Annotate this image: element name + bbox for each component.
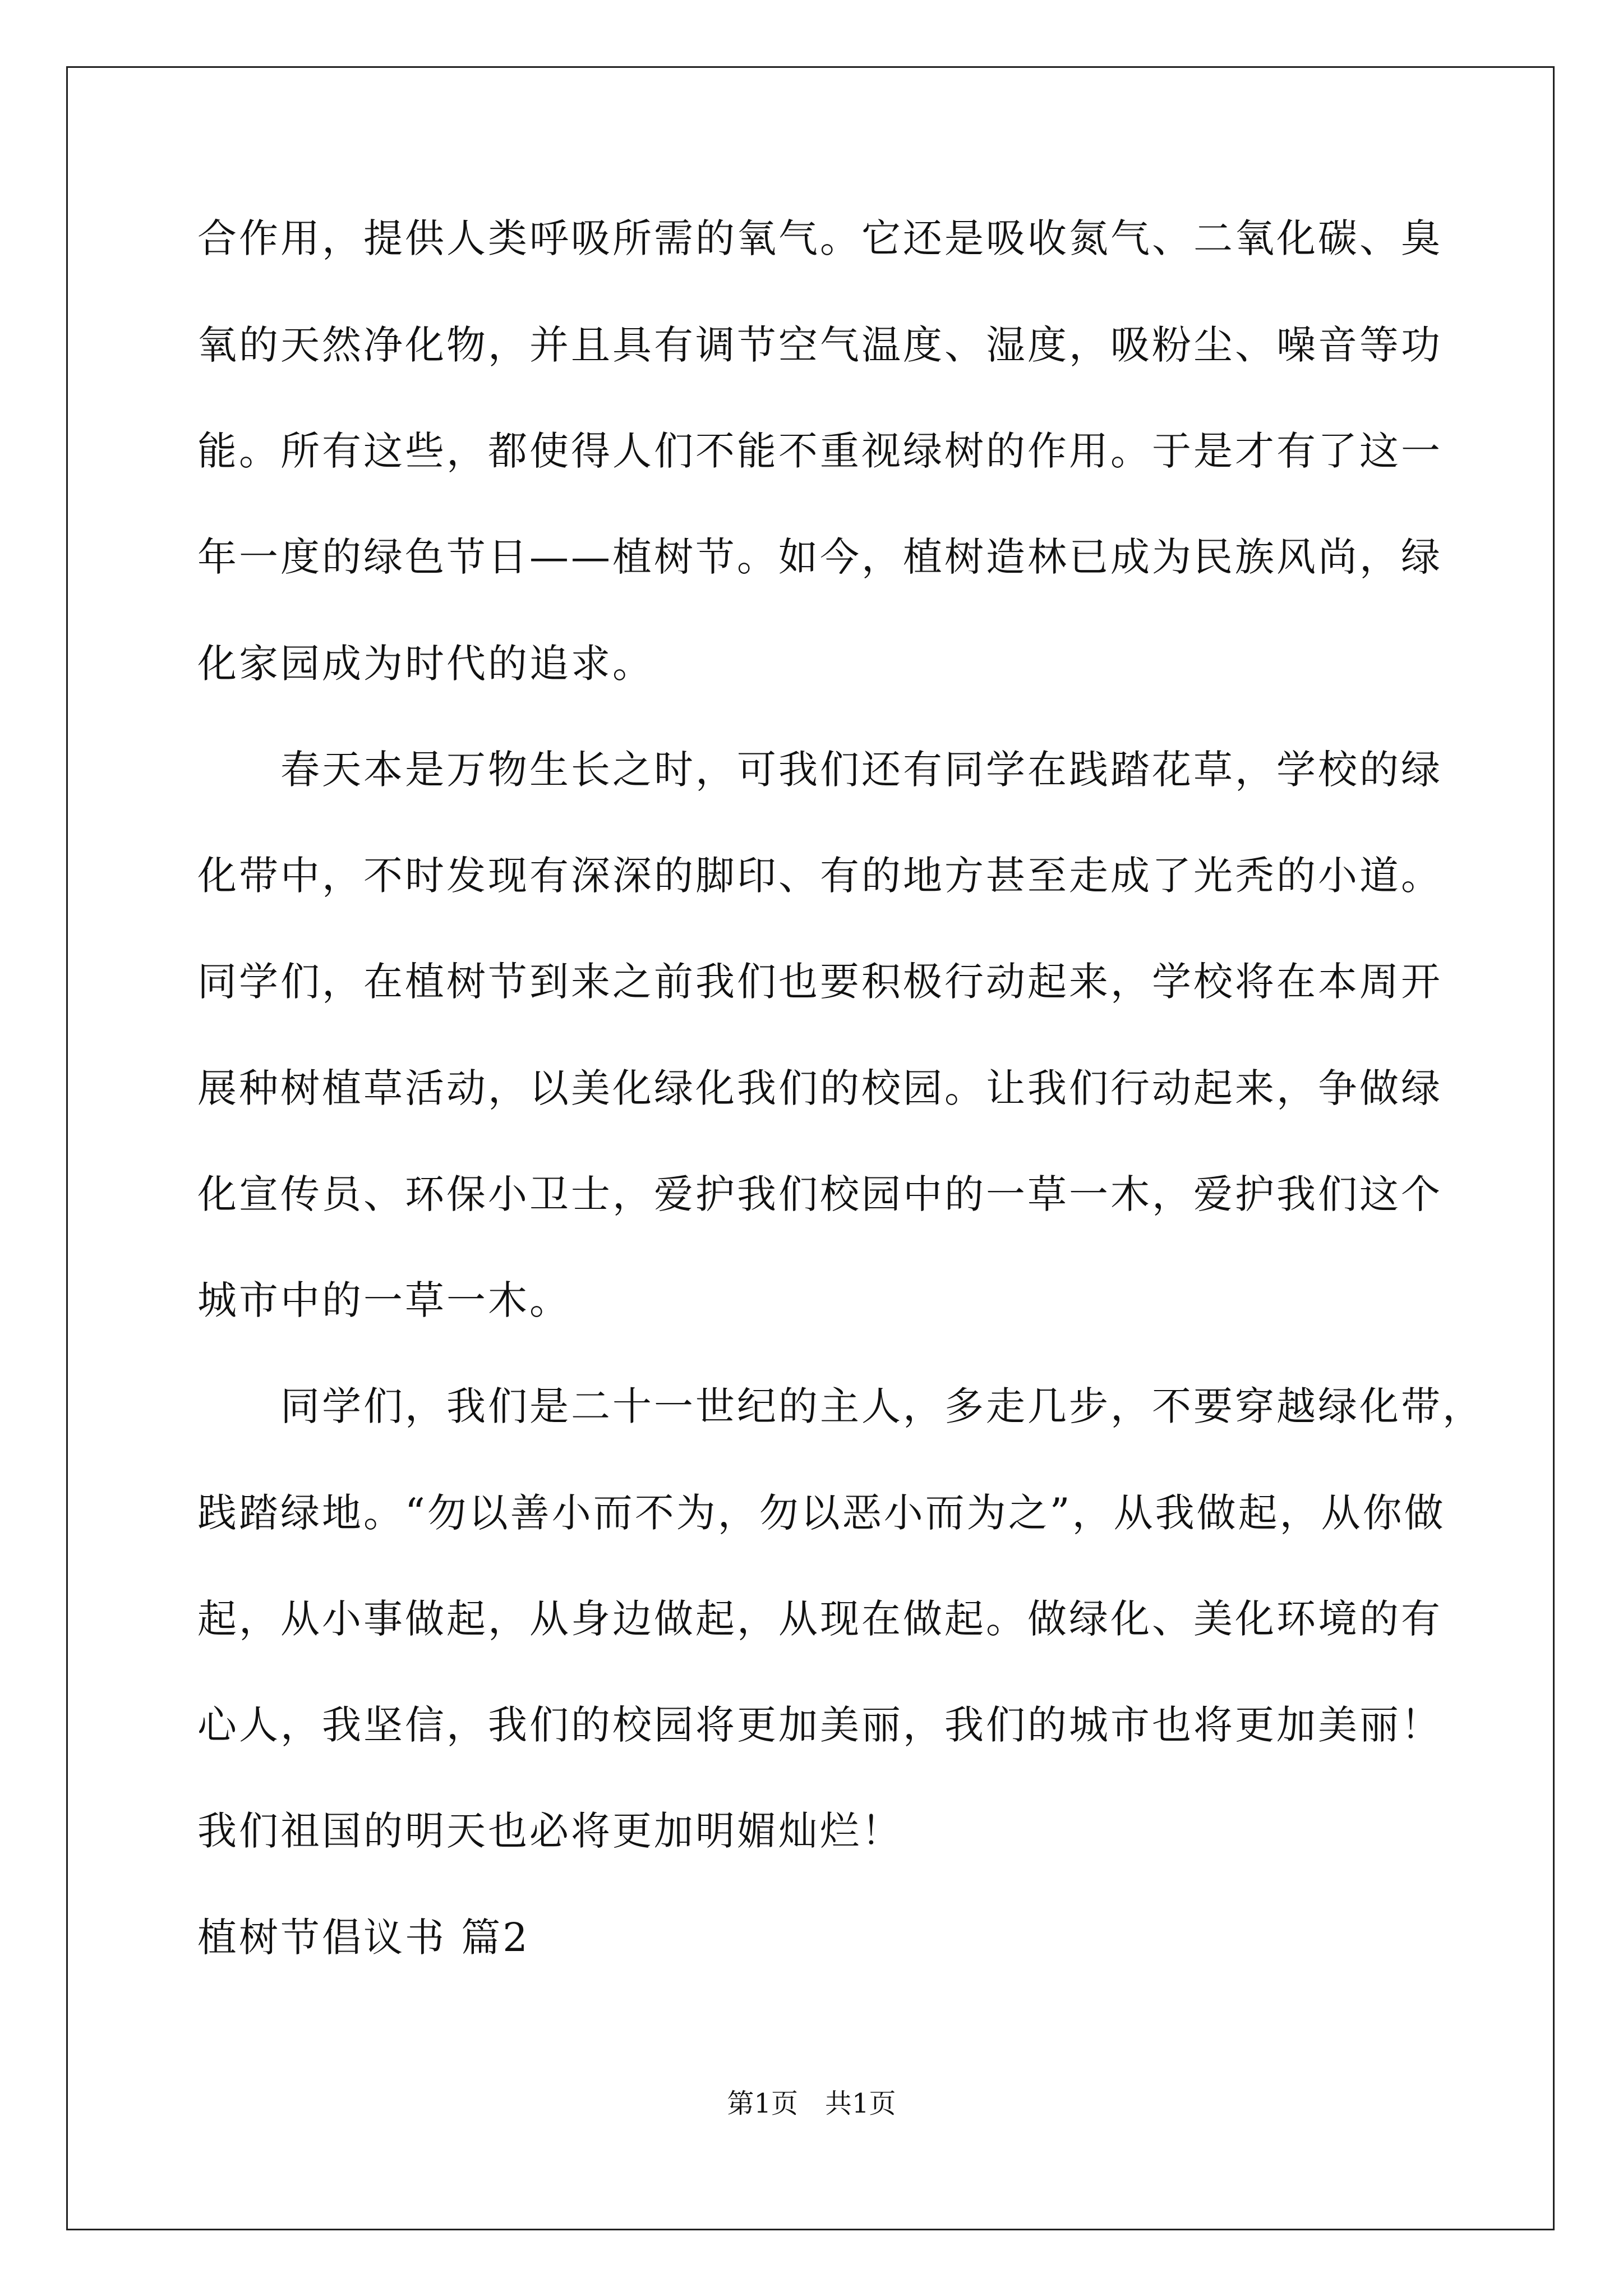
- paragraph-line: 化家园成为时代的追求。: [197, 641, 654, 687]
- paragraph-line: 城市中的一草一木。: [197, 1277, 571, 1323]
- page-border: [66, 66, 1555, 2230]
- paragraph-line: 能。所有这些，都使得人们不能不重视绿树的作用。于是才有了这一: [197, 428, 1442, 474]
- paragraph-line: 化带中，不时发现有深深的脚印、有的地方甚至走成了光秃的小道。: [197, 853, 1442, 899]
- paragraph-line: 化宣传员、环保小卫士，爱护我们校园中的一草一木，爱护我们这个: [197, 1171, 1442, 1217]
- page-footer: 第1页 共1页: [727, 2088, 896, 2119]
- paragraph-line: 氧的天然净化物，并且具有调节空气温度、湿度，吸粉尘、噪音等功: [197, 322, 1442, 368]
- paragraph-line: 年一度的绿色节日——植树节。如今，植树造林已成为民族风尚，绿: [197, 534, 1442, 580]
- paragraph-line: 春天本是万物生长之时，可我们还有同学在践踏花草，学校的绿: [280, 747, 1442, 793]
- paragraph-line: 我们祖国的明天也必将更加明媚灿烂！: [197, 1808, 903, 1854]
- paragraph-line: 践踏绿地。“勿以善小而不为，勿以恶小而为之”，从我做起，从你做: [197, 1490, 1446, 1536]
- paragraph-line: 合作用，提供人类呼吸所需的氧气。它还是吸收氮气、二氧化碳、臭: [197, 215, 1442, 261]
- section-heading: 植树节倡议书 篇2: [197, 1915, 530, 1961]
- paragraph-line: 展种树植草活动，以美化绿化我们的校园。让我们行动起来，争做绿: [197, 1065, 1442, 1111]
- paragraph-line: 心人，我坚信，我们的校园将更加美丽，我们的城市也将更加美丽！: [197, 1702, 1442, 1748]
- paragraph-line: 起，从小事做起，从身边做起，从现在做起。做绿化、美化环境的有: [197, 1596, 1442, 1642]
- paragraph-line: 同学们，我们是二十一世纪的主人，多走几步，不要穿越绿化带，: [280, 1383, 1484, 1429]
- paragraph-line: 同学们，在植树节到来之前我们也要积极行动起来，学校将在本周开: [197, 959, 1442, 1005]
